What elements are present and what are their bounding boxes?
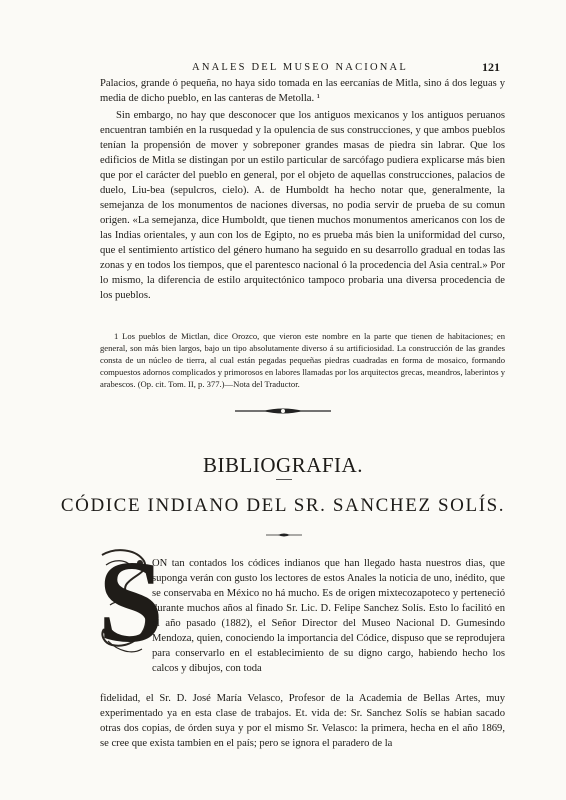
page-number: 121 [482,60,500,74]
article-title: CÓDICE INDIANO DEL SR. SANCHEZ SOLÍS. [60,495,506,516]
paragraph-text: Palacios, grande ó pequeña, no haya sido tomada en las eercanías de Mitla, sino á dos leguas y media de dicho pueblo, en las canteras de Metolla. ¹ [100,78,505,104]
paragraph-text: ON tan contados los códices indianos que han llegado hasta nuestros dias, que suponga verán con gusto los lectores de estos Anales la noticia de uno, inédito, que se conservaba en México no há mucho. Es de origen mixtecozapoteco y perteneció durante muchos años al finado Sr. Lic. D. Felipe Sanchez Solís. Esto lo facilitó en el año pasado (1882), el Señor Director del Museo Nacional D. Gumesindo Mendoza, quien, conociendo la importancia del Códice, dispuso que se reprodujera para conservarlo en el establecimiento de su digno cargo, habiendo hecho los calcos y dibujos, con toda [152,558,505,674]
footnote: 1 Los pueblos de Mictlan, dice Orozco, que vieron este nombre en la parte que tienen de habitaciones; en general, son más bien largos, bajo un tipo absolutamente diverso á su artificiosidad. La construcción de las grandes consta de un núcleo de tierra, al cual están pegadas pequeñas piedras cuadradas en forma de mosaico, formando compuestos adornos complicados y primorosos en labores llamadas por los arquitectos grecas, meandros, laberintos y arabescos. (Op. cit. Tom. II, p. 377.)—Nota del Traductor. [100,331,505,389]
paragraph-text: Sin embargo, no hay que desconocer que los antiguos mexicanos y los antiguos peruanos encuentran también en la rusquedad y la opulencia de sus construcciones, y que ambos pueblos tenían la propensión de mover y sobreponer grandes masas de piedra sin labrar. Que los edificios de Mitla se distingan por un estilo particular de sarcófago pudiera explicarse más bien que por el carácter del pueblo en general, por el objeto de aquellas construcciones, palacios de duelo, Liu-bea (sepulcros, cielo). A. de Humboldt ha hecho notar que, generalmente, la semejanza de los monumentos de naciones diversas, no podia servir de prueba de su comun origen. «La semejanza, dice Humboldt, que tienen muchos monumentos americanos con los de las Indias orientales, y aun con los de Egipto, no es prueba más bien la uniformidad del curso, que el sentimiento artístico del género humano ha seguido en su desarrollo gradual en todas las zonas y en todos los tiempos, que el parentesco nacional ó la procedencia del Asia central.» Por lo mismo, la diferencia de estilo arquitectónico tampoco probaria una diversa procedencia de los pueblos. [100,110,505,301]
body-paragraph-2 [100,108,505,303]
article-lead-paragraph [152,556,505,676]
title-rule [276,479,292,480]
decorative-initial [96,536,164,667]
article-continuation [100,691,505,751]
dropcap-letter: S [98,536,164,667]
title-ornament [266,532,302,538]
section-title: BIBLIOGRAFIA. [203,453,363,477]
running-head: ANALES DEL MUSEO NACIONAL [192,62,408,73]
body-paragraph-1 [100,76,505,106]
paragraph-text: fidelidad, el Sr. D. José María Velasco, Profesor de la Academia de Bellas Artes, muy experimentado ya en esta clase de trabajos. Et. vida de: Sr. Sanchez Solís se habian sacado otras dos copias, de órden suya y por el mismo Sr. Velasco: la primera, hecha en el año 1869, se cree que exista tambien en el país; pero se ignora el paradero de la [100,693,505,749]
section-divider-ornament [233,406,333,416]
